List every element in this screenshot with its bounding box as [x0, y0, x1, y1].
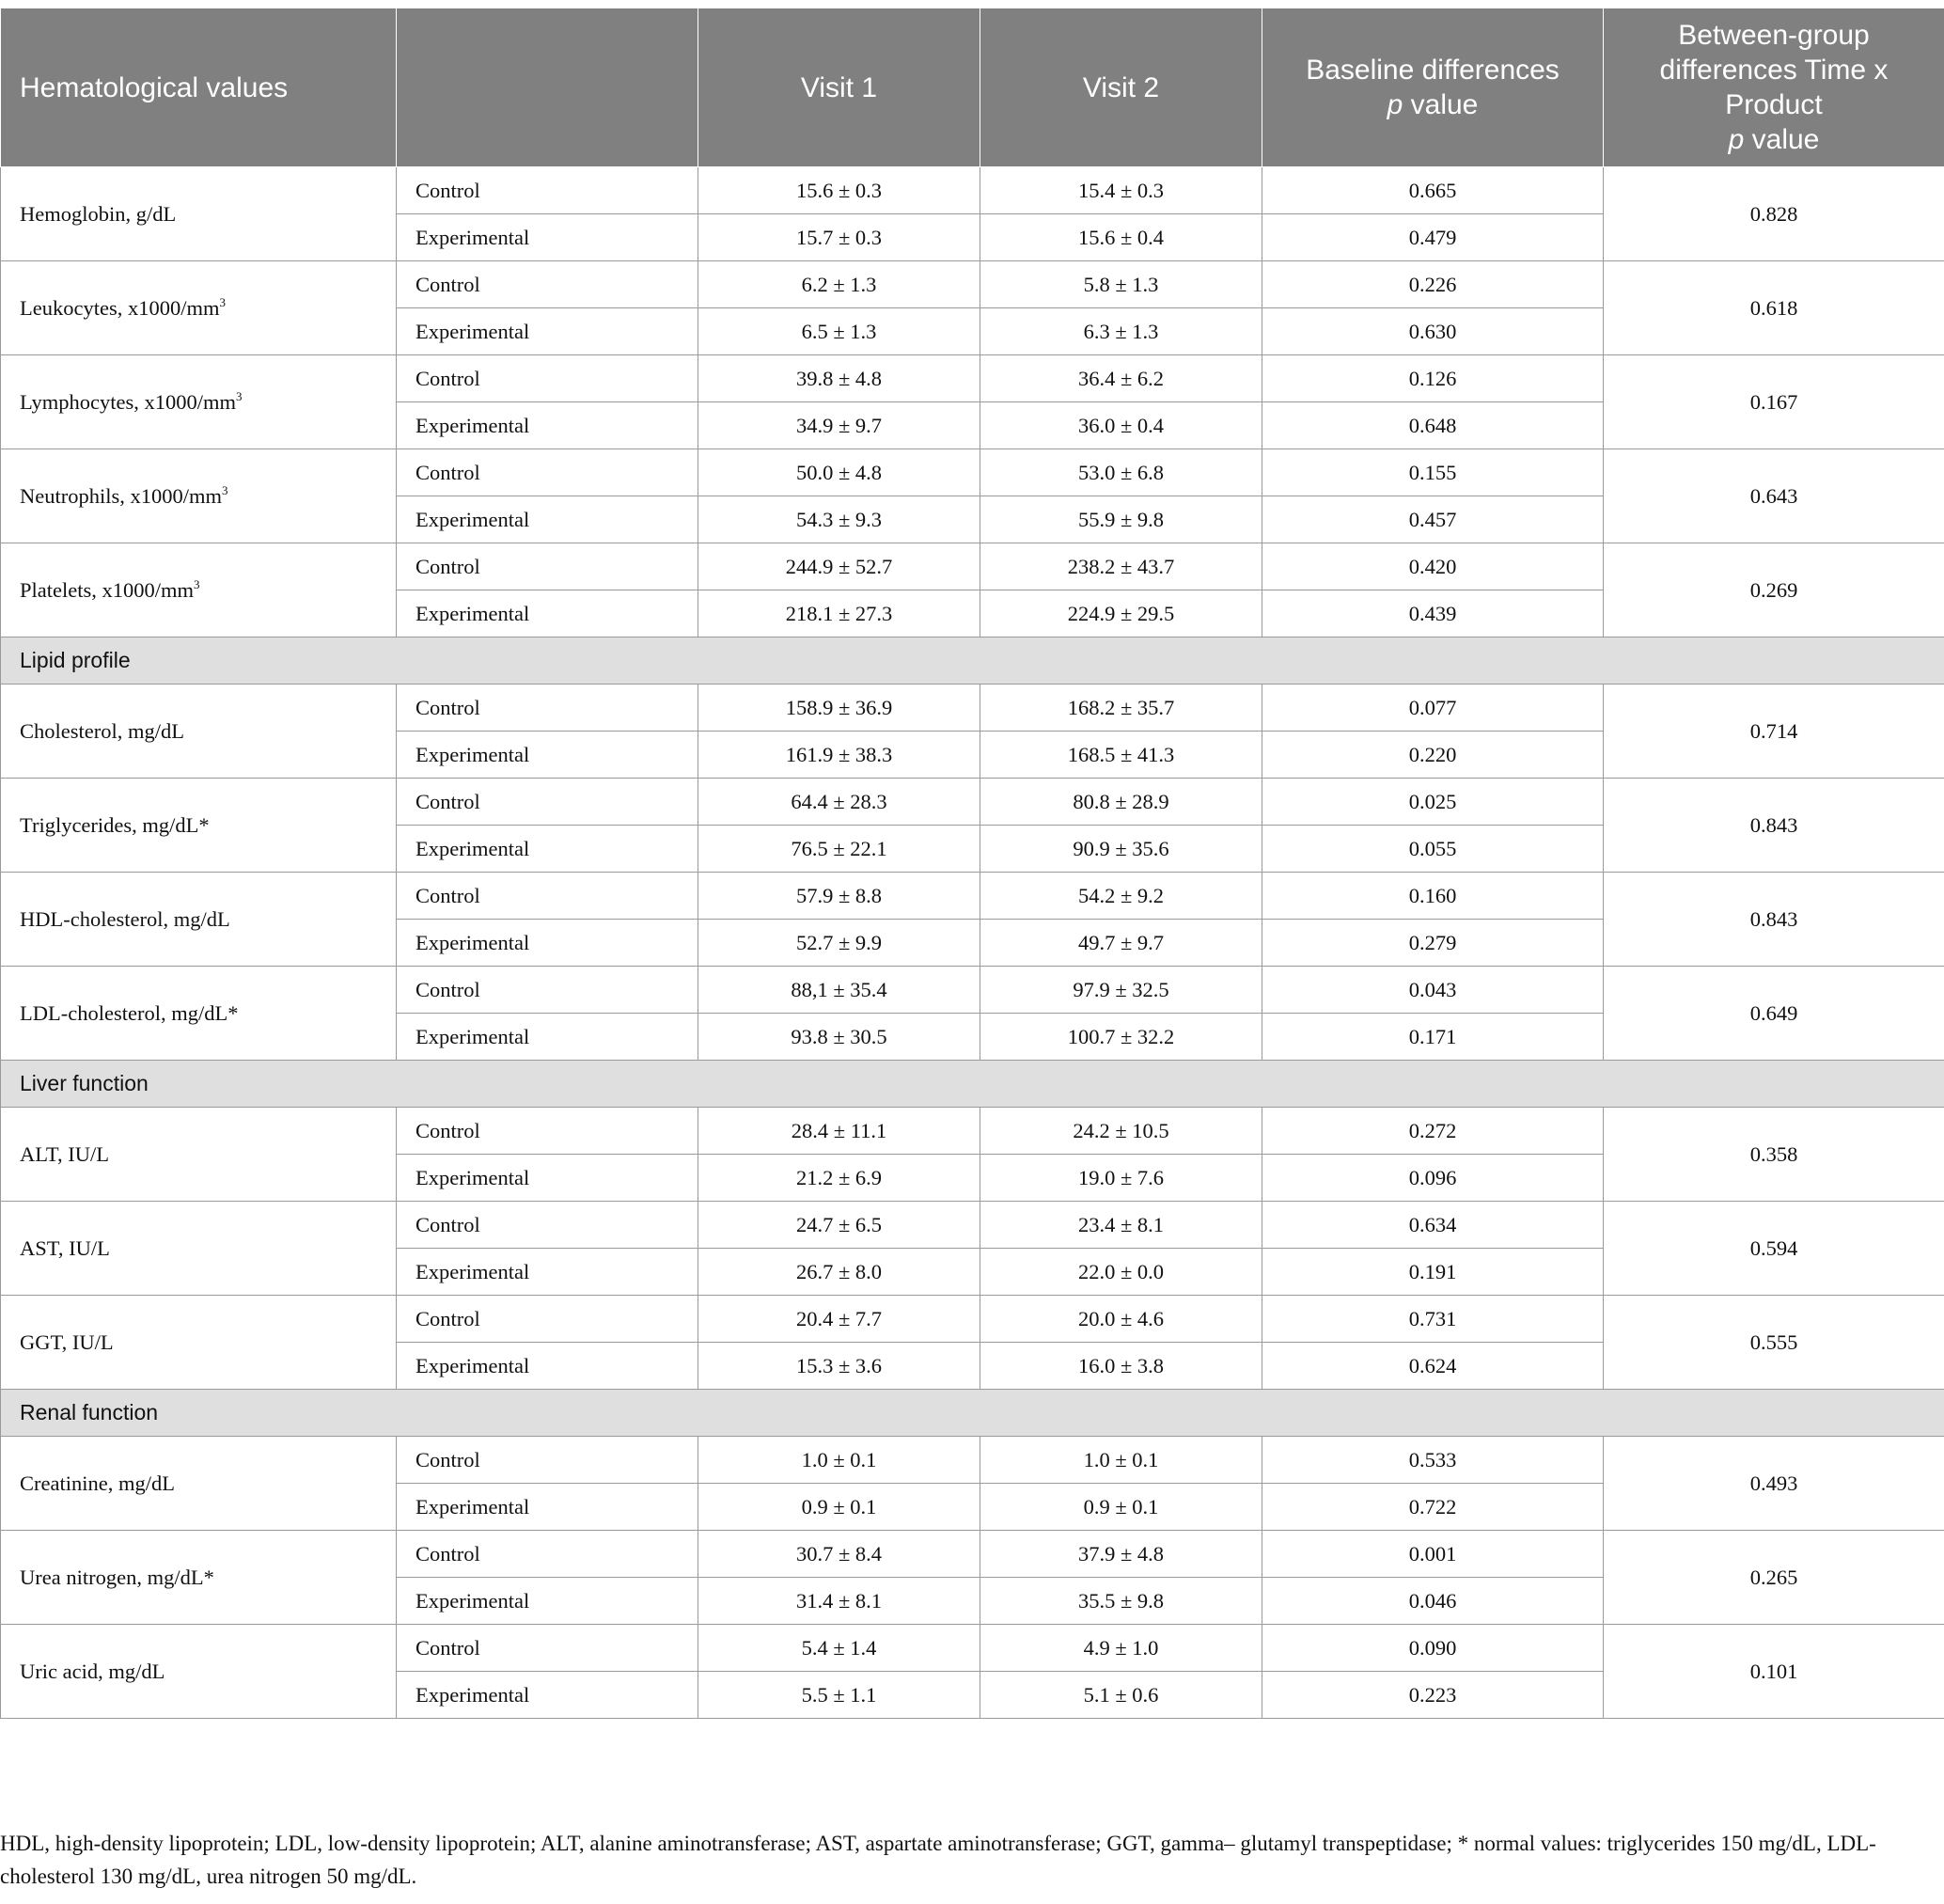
group-label: Control	[397, 1437, 698, 1484]
visit-1-value: 64.4 ± 28.3	[698, 779, 980, 826]
group-label: Control	[397, 967, 698, 1014]
visit-2-value: 1.0 ± 0.1	[980, 1437, 1262, 1484]
between-group-p-value: 0.828	[1604, 167, 1944, 261]
between-group-p-value: 0.594	[1604, 1202, 1944, 1296]
visit-1-value: 0.9 ± 0.1	[698, 1484, 980, 1531]
visit-1-value: 93.8 ± 30.5	[698, 1014, 980, 1061]
between-group-p-value: 0.269	[1604, 543, 1944, 637]
baseline-p-value: 0.722	[1262, 1484, 1604, 1531]
baseline-p-value: 0.630	[1262, 308, 1604, 355]
between-group-p-value: 0.649	[1604, 967, 1944, 1061]
visit-1-value: 218.1 ± 27.3	[698, 590, 980, 637]
baseline-p-value: 0.220	[1262, 732, 1604, 779]
table-row	[1, 1531, 1944, 1578]
baseline-p-value: 0.634	[1262, 1202, 1604, 1249]
parameter-label	[1, 449, 397, 543]
results-table	[0, 8, 1944, 1719]
visit-1-value: 52.7 ± 9.9	[698, 920, 980, 967]
parameter-label	[1, 967, 397, 1061]
visit-2-value: 5.8 ± 1.3	[980, 261, 1262, 308]
visit-2-value: 24.2 ± 10.5	[980, 1108, 1262, 1155]
visit-2-value: 19.0 ± 7.6	[980, 1155, 1262, 1202]
table-row	[1, 355, 1944, 402]
header-visit-1: Visit 1	[698, 8, 980, 167]
group-label: Experimental	[397, 214, 698, 261]
group-label: Control	[397, 167, 698, 214]
group-label: Control	[397, 543, 698, 590]
parameter-label	[1, 684, 397, 779]
visit-2-value: 20.0 ± 4.6	[980, 1296, 1262, 1343]
visit-1-value: 54.3 ± 9.3	[698, 496, 980, 543]
table-header-row	[1, 8, 1944, 167]
baseline-p-value: 0.046	[1262, 1578, 1604, 1625]
baseline-p-value: 0.191	[1262, 1249, 1604, 1296]
baseline-p-value: 0.055	[1262, 826, 1604, 873]
visit-1-value: 15.3 ± 3.6	[698, 1343, 980, 1390]
visit-2-value: 97.9 ± 32.5	[980, 967, 1262, 1014]
section-row	[1, 1061, 1944, 1108]
visit-1-value: 24.7 ± 6.5	[698, 1202, 980, 1249]
group-label: Experimental	[397, 496, 698, 543]
header-visit-2: Visit 2	[980, 8, 1262, 167]
visit-2-value: 168.5 ± 41.3	[980, 732, 1262, 779]
group-label: Experimental	[397, 1155, 698, 1202]
visit-1-value: 26.7 ± 8.0	[698, 1249, 980, 1296]
parameter-label	[1, 1531, 397, 1625]
baseline-p-value: 0.171	[1262, 1014, 1604, 1061]
group-label: Control	[397, 684, 698, 732]
between-group-p-value: 0.265	[1604, 1531, 1944, 1625]
between-group-p-value: 0.493	[1604, 1437, 1944, 1531]
visit-2-value: 168.2 ± 35.7	[980, 684, 1262, 732]
visit-1-value: 34.9 ± 9.7	[698, 402, 980, 449]
parameter-name: LDL-cholesterol, mg/dL*	[20, 1000, 239, 1025]
table-row	[1, 1108, 1944, 1155]
baseline-p-value: 0.090	[1262, 1625, 1604, 1672]
baseline-p-value: 0.439	[1262, 590, 1604, 637]
section-row	[1, 637, 1944, 684]
header-between-group-differences	[1604, 8, 1944, 167]
table-row	[1, 1437, 1944, 1484]
baseline-p-value: 0.226	[1262, 261, 1604, 308]
visit-1-value: 30.7 ± 8.4	[698, 1531, 980, 1578]
header-baseline-label: Baseline differences	[1306, 55, 1560, 86]
visit-1-value: 15.7 ± 0.3	[698, 214, 980, 261]
visit-2-value: 23.4 ± 8.1	[980, 1202, 1262, 1249]
table-row	[1, 1296, 1944, 1343]
visit-1-value: 5.5 ± 1.1	[698, 1672, 980, 1719]
parameter-name: Triglycerides, mg/dL*	[20, 812, 210, 837]
table-row	[1, 167, 1944, 214]
parameter-unit-superscript: 3	[194, 576, 200, 591]
between-group-p-value: 0.555	[1604, 1296, 1944, 1390]
visit-2-value: 6.3 ± 1.3	[980, 308, 1262, 355]
group-label: Experimental	[397, 826, 698, 873]
visit-1-value: 161.9 ± 38.3	[698, 732, 980, 779]
group-label: Control	[397, 779, 698, 826]
table-row	[1, 261, 1944, 308]
group-label: Experimental	[397, 920, 698, 967]
header-between-label: Between-group differences Time x Product	[1659, 20, 1889, 120]
baseline-p-value: 0.155	[1262, 449, 1604, 496]
visit-2-value: 22.0 ± 0.0	[980, 1249, 1262, 1296]
table-row	[1, 967, 1944, 1014]
parameter-label	[1, 1108, 397, 1202]
group-label: Control	[397, 873, 698, 920]
parameter-name: GGT, IU/L	[20, 1330, 114, 1354]
group-label: Experimental	[397, 590, 698, 637]
parameter-unit-superscript: 3	[219, 294, 226, 309]
parameter-label	[1, 543, 397, 637]
header-baseline-value: value	[1403, 89, 1479, 120]
visit-2-value: 54.2 ± 9.2	[980, 873, 1262, 920]
table-row	[1, 873, 1944, 920]
visit-1-value: 57.9 ± 8.8	[698, 873, 980, 920]
table-footnote: HDL, high-density lipoprotein; LDL, low-density lipoprotein; ALT, alanine aminotransferase; AST, aspartate aminotransferase; GGT, gamma– glutamyl transpeptidase; * normal values: triglycerides 150 mg/dL, LDL-cholesterol 130 mg/dL, urea nitrogen 50 mg/dL.	[0, 1832, 1876, 1888]
section-title: Lipid profile	[1, 637, 1944, 684]
visit-2-value: 35.5 ± 9.8	[980, 1578, 1262, 1625]
table-row	[1, 1625, 1944, 1672]
visit-2-value: 55.9 ± 9.8	[980, 496, 1262, 543]
between-group-p-value: 0.101	[1604, 1625, 1944, 1719]
header-group	[397, 8, 698, 167]
baseline-p-value: 0.223	[1262, 1672, 1604, 1719]
baseline-p-value: 0.457	[1262, 496, 1604, 543]
group-label: Control	[397, 1625, 698, 1672]
parameter-unit-superscript: 3	[222, 482, 228, 497]
parameter-label	[1, 1202, 397, 1296]
parameter-label	[1, 779, 397, 873]
group-label: Control	[397, 1108, 698, 1155]
group-label: Control	[397, 1202, 698, 1249]
visit-2-value: 49.7 ± 9.7	[980, 920, 1262, 967]
parameter-label	[1, 1296, 397, 1390]
baseline-p-value: 0.279	[1262, 920, 1604, 967]
baseline-p-value: 0.096	[1262, 1155, 1604, 1202]
between-group-p-value: 0.843	[1604, 873, 1944, 967]
parameter-name: Creatinine, mg/dL	[20, 1471, 175, 1495]
visit-2-value: 80.8 ± 28.9	[980, 779, 1262, 826]
group-label: Experimental	[397, 1672, 698, 1719]
parameter-label	[1, 1625, 397, 1719]
parameter-name: HDL-cholesterol, mg/dL	[20, 906, 230, 931]
parameter-name: Hemoglobin, g/dL	[20, 201, 177, 226]
group-label: Experimental	[397, 308, 698, 355]
group-label: Control	[397, 1531, 698, 1578]
visit-2-value: 15.6 ± 0.4	[980, 214, 1262, 261]
baseline-p-value: 0.043	[1262, 967, 1604, 1014]
visit-1-value: 6.2 ± 1.3	[698, 261, 980, 308]
between-group-p-value: 0.643	[1604, 449, 1944, 543]
baseline-p-value: 0.420	[1262, 543, 1604, 590]
header-hematological-values: Hematological values	[1, 8, 397, 167]
visit-2-value: 36.0 ± 0.4	[980, 402, 1262, 449]
parameter-name: ALT, IU/L	[20, 1141, 109, 1166]
header-baseline-differences	[1262, 8, 1604, 167]
between-group-p-value: 0.714	[1604, 684, 1944, 779]
visit-2-value: 53.0 ± 6.8	[980, 449, 1262, 496]
group-label: Experimental	[397, 1343, 698, 1390]
visit-1-value: 244.9 ± 52.7	[698, 543, 980, 590]
parameter-label	[1, 873, 397, 967]
visit-2-value: 224.9 ± 29.5	[980, 590, 1262, 637]
table-row	[1, 449, 1944, 496]
visit-1-value: 50.0 ± 4.8	[698, 449, 980, 496]
parameter-name: AST, IU/L	[20, 1235, 110, 1260]
visit-2-value: 238.2 ± 43.7	[980, 543, 1262, 590]
group-label: Experimental	[397, 1249, 698, 1296]
group-label: Control	[397, 261, 698, 308]
parameter-name: Uric acid, mg/dL	[20, 1659, 165, 1683]
visit-2-value: 90.9 ± 35.6	[980, 826, 1262, 873]
visit-1-value: 158.9 ± 36.9	[698, 684, 980, 732]
group-label: Control	[397, 355, 698, 402]
table-row	[1, 779, 1944, 826]
baseline-p-value: 0.025	[1262, 779, 1604, 826]
visit-1-value: 1.0 ± 0.1	[698, 1437, 980, 1484]
parameter-name: Platelets, x1000/mm	[20, 577, 194, 602]
visit-2-value: 4.9 ± 1.0	[980, 1625, 1262, 1672]
header-baseline-p: p	[1387, 89, 1403, 120]
visit-1-value: 88,1 ± 35.4	[698, 967, 980, 1014]
baseline-p-value: 0.077	[1262, 684, 1604, 732]
parameter-label	[1, 261, 397, 355]
table-row	[1, 1202, 1944, 1249]
visit-1-value: 39.8 ± 4.8	[698, 355, 980, 402]
visit-2-value: 37.9 ± 4.8	[980, 1531, 1262, 1578]
baseline-p-value: 0.001	[1262, 1531, 1604, 1578]
visit-2-value: 36.4 ± 6.2	[980, 355, 1262, 402]
baseline-p-value: 0.160	[1262, 873, 1604, 920]
parameter-name: Lymphocytes, x1000/mm	[20, 389, 236, 414]
table-body	[1, 167, 1944, 1719]
visit-1-value: 21.2 ± 6.9	[698, 1155, 980, 1202]
parameter-name: Cholesterol, mg/dL	[20, 718, 184, 743]
header-between-p: p	[1728, 124, 1745, 155]
parameter-label	[1, 167, 397, 261]
group-label: Experimental	[397, 732, 698, 779]
between-group-p-value: 0.618	[1604, 261, 1944, 355]
parameter-name: Leukocytes, x1000/mm	[20, 295, 220, 320]
baseline-p-value: 0.624	[1262, 1343, 1604, 1390]
visit-2-value: 100.7 ± 32.2	[980, 1014, 1262, 1061]
section-title: Liver function	[1, 1061, 1944, 1108]
visit-1-value: 31.4 ± 8.1	[698, 1578, 980, 1625]
group-label: Control	[397, 1296, 698, 1343]
section-title: Renal function	[1, 1390, 1944, 1437]
section-row	[1, 1390, 1944, 1437]
between-group-p-value: 0.843	[1604, 779, 1944, 873]
between-group-p-value: 0.167	[1604, 355, 1944, 449]
between-group-p-value: 0.358	[1604, 1108, 1944, 1202]
visit-2-value: 16.0 ± 3.8	[980, 1343, 1262, 1390]
parameter-label	[1, 1437, 397, 1531]
group-label: Experimental	[397, 402, 698, 449]
visit-1-value: 20.4 ± 7.7	[698, 1296, 980, 1343]
table-row	[1, 543, 1944, 590]
group-label: Experimental	[397, 1484, 698, 1531]
visit-2-value: 15.4 ± 0.3	[980, 167, 1262, 214]
visit-2-value: 5.1 ± 0.6	[980, 1672, 1262, 1719]
baseline-p-value: 0.665	[1262, 167, 1604, 214]
parameter-label	[1, 355, 397, 449]
baseline-p-value: 0.272	[1262, 1108, 1604, 1155]
parameter-name: Urea nitrogen, mg/dL*	[20, 1565, 214, 1589]
table-row	[1, 684, 1944, 732]
visit-1-value: 28.4 ± 11.1	[698, 1108, 980, 1155]
group-label: Control	[397, 449, 698, 496]
group-label: Experimental	[397, 1578, 698, 1625]
group-label: Experimental	[397, 1014, 698, 1061]
visit-1-value: 15.6 ± 0.3	[698, 167, 980, 214]
baseline-p-value: 0.648	[1262, 402, 1604, 449]
baseline-p-value: 0.731	[1262, 1296, 1604, 1343]
visit-2-value: 0.9 ± 0.1	[980, 1484, 1262, 1531]
baseline-p-value: 0.533	[1262, 1437, 1604, 1484]
parameter-name: Neutrophils, x1000/mm	[20, 483, 222, 508]
header-between-value: value	[1744, 124, 1820, 155]
visit-1-value: 76.5 ± 22.1	[698, 826, 980, 873]
baseline-p-value: 0.126	[1262, 355, 1604, 402]
visit-1-value: 6.5 ± 1.3	[698, 308, 980, 355]
baseline-p-value: 0.479	[1262, 214, 1604, 261]
visit-1-value: 5.4 ± 1.4	[698, 1625, 980, 1672]
parameter-unit-superscript: 3	[236, 388, 243, 403]
